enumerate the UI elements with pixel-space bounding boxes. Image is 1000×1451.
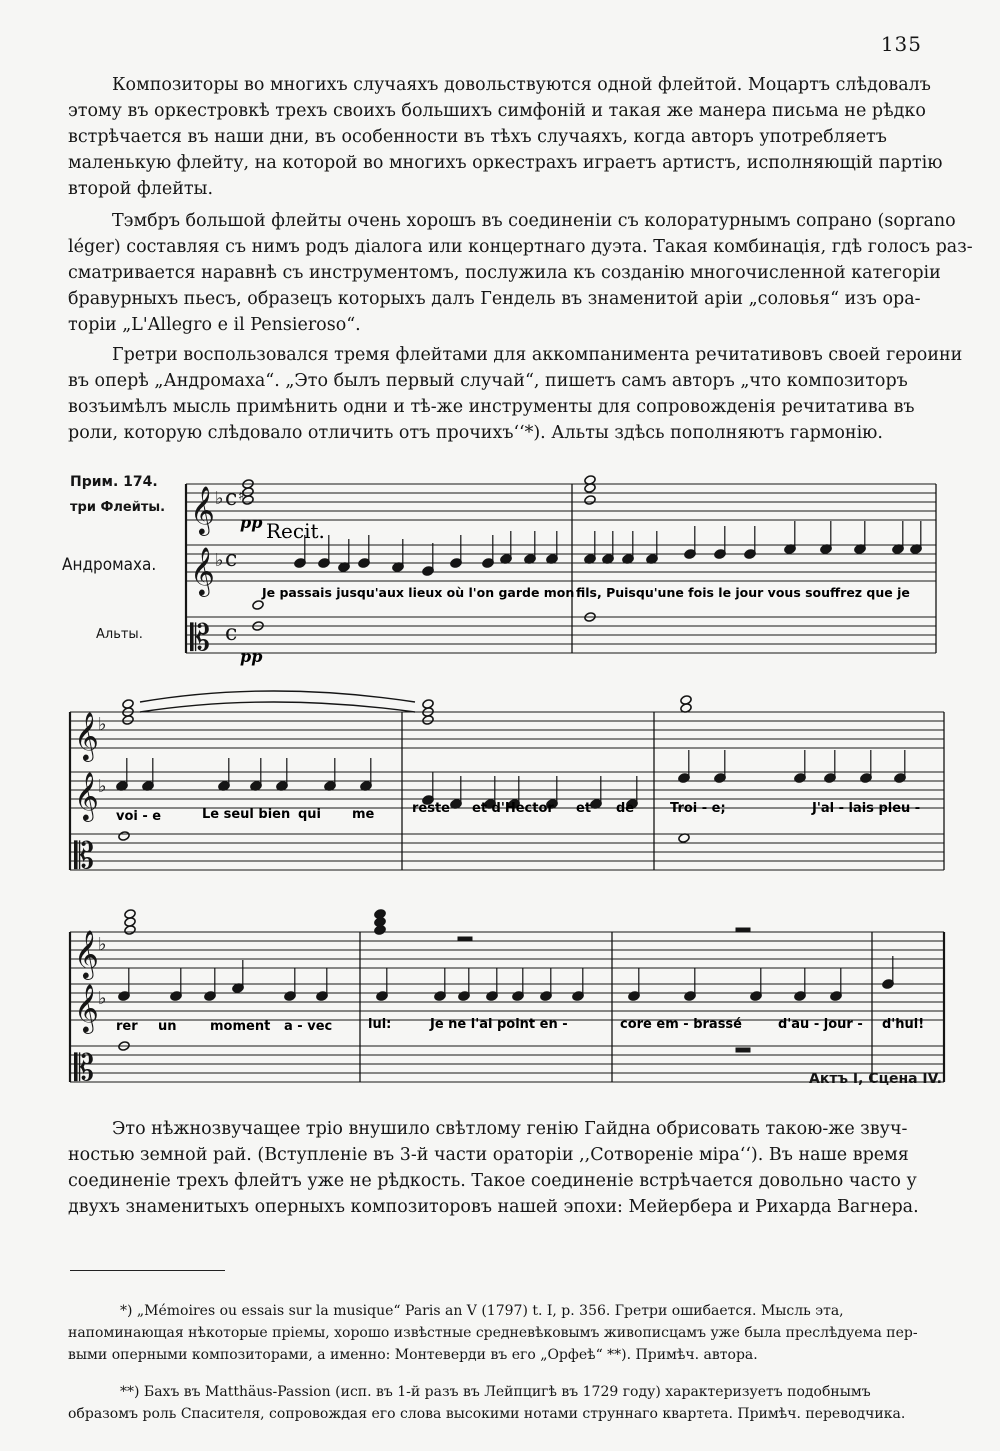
text-line: встрѣчается въ наши дни, въ особенности въ тѣхъ случаяхъ, когда авторъ употребляетъ [68,127,887,147]
voice-label: Андромаха. [62,555,157,575]
footnote-1 [68,1300,928,1366]
tie-icon [140,702,415,712]
lyric: J'al - lais pleu - [812,801,921,816]
lyric: a - vec [284,1019,333,1034]
footnote-line: **) Бахъ въ Matthäus-Passion (исп. въ 1-й разъ въ Лейпцигѣ въ 1729 году) характеризуетъ подобнымъ [120,1384,871,1400]
treble-clef-icon: 𝄞 [74,983,99,1032]
text-line: роли, которую слѣдовало отличить отъ прочихъ‘‘*). Альты здѣсь пополняютъ гармонію. [68,423,883,443]
tie-icon [140,691,415,702]
text-line: léger) составляя съ нимъ родъ діалога или концертнаго дуэта. Такая комбинація, гдѣ голосъ раз- [68,237,973,257]
flat-icon: ♭ [98,714,107,735]
note-head [122,699,134,710]
sharp-icon: ♯ [238,489,245,504]
text-line: возъимѣлъ мысль примѣнить одни и тѣ-же инструменты для сопровожденія речитатива въ [68,397,915,417]
whole-rest-icon [458,937,472,941]
lyric: qui [298,807,322,822]
text-line: ностью земной рай. (Вступленіе въ 3-й части ораторіи ,,Сотвореніе міра‘‘). Въ наше время [68,1145,909,1165]
text-line: Композиторы во многихъ случаяхъ довольствуются одной флейтой. Моцартъ слѣдовалъ [112,75,931,95]
lyric: reste [412,801,450,816]
flat-icon: ♭ [215,488,224,509]
lyric: Le seul bien [202,807,291,822]
treble-clef-icon: 𝄞 [74,929,99,978]
lyrics-line: fils, Puisqu'une fois le jour vous souffrez que je [576,585,910,600]
paragraph-4 [68,1116,923,1220]
flat-icon: ♭ [98,776,107,797]
text-line: торіи „L'Allegro e il Pensieroso“. [68,315,361,335]
text-line: Тэмбръ большой флейты очень хорошъ въ соединеніи съ колоратурнымъ сопрано (soprano [112,211,956,231]
note-head [374,909,386,920]
lyric: Je ne l'ai point en - [430,1017,568,1032]
treble-clef-icon: 𝄞 [190,485,215,534]
flat-icon: ♭ [98,934,107,955]
footnote-2 [68,1381,928,1425]
lyric: de [616,801,635,816]
footnote-line: *) „Mémoires ou essais sur la musique“ Paris an V (1797) t. I, p. 356. Гретри ошибается. Мысль эта, [120,1303,844,1319]
recit-marking: Recit. [266,519,325,543]
treble-clef-icon: 𝄞 [190,546,215,595]
lyric: et d'Hector [472,801,554,816]
lyric: un [158,1019,177,1034]
note-head [252,600,264,611]
lyric: voi - e [116,809,162,824]
figure-label: Прим. 174. [70,474,158,490]
lyric: et [576,801,592,816]
lyric: Troi - e; [670,801,726,816]
lyric: me [352,807,375,822]
lyric: core em - brassé [620,1017,742,1032]
altos-label: Альты. [96,627,143,642]
flat-icon: ♭ [215,550,224,571]
text-line: маленькую флейту, на которой во многихъ оркестрахъ играетъ артистъ, исполняющій партію [68,153,943,173]
text-line: этому въ оркестровкѣ трехъ своихъ большихъ симфоній и такая же манера письма не рѣдко [68,101,926,121]
alto-clef-icon: 𝄡 [74,836,95,877]
flat-icon: ♭ [98,988,107,1009]
lyric: moment [210,1019,271,1034]
lyric: rer [116,1019,138,1034]
alto-clef-icon: 𝄡 [190,618,211,659]
common-time-icon: c [225,547,238,572]
text-line: бравурныхъ пьесъ, образецъ которыхъ далъ Гендель въ знаменитой аріи „соловья“ изъ ора- [68,289,921,309]
note-head [118,831,130,842]
dynamic-pp: pp [240,513,263,532]
treble-clef-icon: 𝄞 [74,771,99,820]
note-head [422,699,434,710]
lyric: lui: [368,1017,392,1032]
text-line: Гретри воспользовался тремя флейтами для аккомпанимента речитативовъ своей героини [112,345,963,365]
text-line: Это нѣжнозвучащее тріо внушило свѣтлому генію Гайдна обрисовать такою-же звуч- [112,1119,908,1139]
footnote-line: напоминающая нѣкоторые пріемы, хорошо извѣстные средневѣковымъ живописцамъ уже была преслѣдуема пер- [68,1325,918,1341]
treble-clef-icon: 𝄞 [74,711,99,760]
note-head [124,909,136,920]
text-line: двухъ знаменитыхъ оперныхъ композиторовъ нашей эпохи: Мейербера и Рихарда Вагнера. [68,1197,919,1217]
common-time-icon: c [225,486,238,511]
flutes-label: три Флейты. [70,500,166,515]
dynamic-pp-altos: pp [240,647,263,666]
lyrics-line: Je passais jusqu'aux lieux où l'on garde mon [262,585,575,600]
footnote-line: образомъ роль Спасителя, сопровождая его слова высокими нотами струннаго квартета. Примѣч. переводчика. [68,1406,906,1422]
text-line: соединеніе трехъ флейтъ уже не рѣдкость. Такое соединеніе встрѣчается довольно часто у [68,1171,917,1191]
text-line: сматривается наравнѣ съ инструментомъ, послужила къ созданію многочисленной категоріи [68,263,941,283]
footnote-divider [70,1270,225,1271]
lyric: d'hui! [882,1017,925,1032]
text-line: въ оперѣ „Андромаха“. „Это былъ первый случай“, пишетъ самъ авторъ „что композиторъ [68,371,908,391]
page-number: 135 [880,32,922,56]
text-line: второй флейты. [68,179,214,199]
alto-clef-icon: 𝄡 [74,1048,95,1089]
note-head [680,695,692,706]
note-head [584,495,596,506]
footnote-line: выми оперными композиторами, а именно: Монтеверди въ его „Орфеѣ“ **). Примѣч. автора. [68,1347,758,1363]
lyric: d'au - jour - [778,1017,863,1032]
whole-rest-icon [736,1048,750,1052]
act-label: Актъ I, Сцена IV. [809,1071,942,1087]
whole-rest-icon [736,928,750,932]
common-time-icon: c [225,621,238,646]
